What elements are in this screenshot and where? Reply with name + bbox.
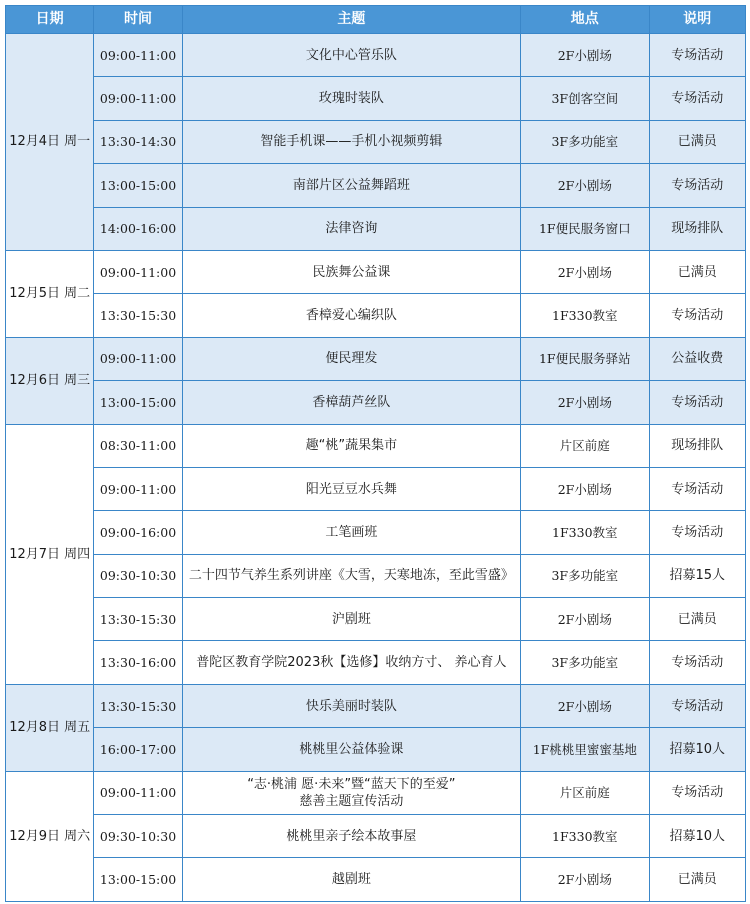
place-cell: 片区前庭 xyxy=(521,771,650,814)
note-cell: 已满员 xyxy=(649,858,745,901)
note-cell: 已满员 xyxy=(649,120,745,163)
topic-cell xyxy=(182,728,520,771)
note-cell: 已满员 xyxy=(649,250,745,293)
place-cell: 3F多功能室 xyxy=(521,641,650,684)
place-cell: 片区前庭 xyxy=(521,424,650,467)
note-cell: 现场排队 xyxy=(649,424,745,467)
table-row xyxy=(6,250,746,293)
table-row xyxy=(6,641,746,684)
time-cell: 09:00-16:00 xyxy=(94,511,182,554)
time-cell: 09:00-11:00 xyxy=(94,77,182,120)
topic-cell xyxy=(182,77,520,120)
topic-cell xyxy=(182,815,520,858)
place-cell: 2F小剧场 xyxy=(521,684,650,727)
topic-cell xyxy=(182,381,520,424)
topic-text: 智能手机课——手机小视频剪辑 xyxy=(260,134,443,150)
time-cell: 13:00-15:00 xyxy=(94,381,182,424)
place-cell: 3F多功能室 xyxy=(521,554,650,597)
time-cell: 13:30-15:30 xyxy=(94,294,182,337)
topic-cell xyxy=(182,34,520,77)
table-row xyxy=(6,467,746,510)
note-cell: 招募10人 xyxy=(649,728,745,771)
note-cell: 现场排队 xyxy=(649,207,745,250)
time-cell: 09:30-10:30 xyxy=(94,815,182,858)
table-row xyxy=(6,381,746,424)
table-row xyxy=(6,728,746,771)
topic-text: 快乐美丽时装队 xyxy=(305,698,397,714)
note-cell: 专场活动 xyxy=(649,467,745,510)
note-cell: 专场活动 xyxy=(649,294,745,337)
time-cell: 13:00-15:00 xyxy=(94,164,182,207)
topic-text: 香樟爱心编织队 xyxy=(305,308,397,324)
place-cell: 1F330教室 xyxy=(521,815,650,858)
table-row xyxy=(6,207,746,250)
table-row xyxy=(6,511,746,554)
date-cell: 12月9日 周六 xyxy=(6,771,94,901)
topic-text: 桃桃里公益体验课 xyxy=(299,741,404,757)
topic-cell xyxy=(182,598,520,641)
topic-text: 便民理发 xyxy=(325,351,378,367)
topic-text: 阳光豆豆水兵舞 xyxy=(305,481,397,497)
time-cell: 08:30-11:00 xyxy=(94,424,182,467)
header-time: 时间 xyxy=(94,6,182,34)
time-cell: 09:00-11:00 xyxy=(94,467,182,510)
table-row xyxy=(6,164,746,207)
note-cell: 专场活动 xyxy=(649,771,745,814)
time-cell: 13:30-16:00 xyxy=(94,641,182,684)
time-cell: 09:30-10:30 xyxy=(94,554,182,597)
topic-cell xyxy=(182,771,520,814)
note-cell: 专场活动 xyxy=(649,77,745,120)
topic-text: 文化中心管乐队 xyxy=(305,47,397,63)
topic-text: 趣“桃”蔬果集市 xyxy=(305,438,398,454)
date-cell: 12月5日 周二 xyxy=(6,250,94,337)
place-cell: 1F桃桃里蜜蜜基地 xyxy=(521,728,650,771)
table-row xyxy=(6,771,746,814)
topic-text: 桃桃里亲子绘本故事屋 xyxy=(286,828,417,844)
topic-cell xyxy=(182,467,520,510)
time-cell: 16:00-17:00 xyxy=(94,728,182,771)
time-cell: 13:30-14:30 xyxy=(94,120,182,163)
place-cell: 1F便民服务驿站 xyxy=(521,337,650,380)
header-row xyxy=(6,6,746,34)
topic-cell xyxy=(182,337,520,380)
note-cell: 专场活动 xyxy=(649,684,745,727)
time-cell: 09:00-11:00 xyxy=(94,771,182,814)
time-cell: 14:00-16:00 xyxy=(94,207,182,250)
schedule-body xyxy=(6,34,746,902)
place-cell: 2F小剧场 xyxy=(521,250,650,293)
time-cell: 09:00-11:00 xyxy=(94,250,182,293)
place-cell: 2F小剧场 xyxy=(521,164,650,207)
time-cell: 13:30-15:30 xyxy=(94,684,182,727)
note-cell: 专场活动 xyxy=(649,511,745,554)
place-cell: 2F小剧场 xyxy=(521,467,650,510)
time-cell: 09:00-11:00 xyxy=(94,337,182,380)
table-row xyxy=(6,120,746,163)
place-cell: 2F小剧场 xyxy=(521,381,650,424)
place-cell: 2F小剧场 xyxy=(521,858,650,901)
note-cell: 专场活动 xyxy=(649,34,745,77)
topic-cell xyxy=(182,424,520,467)
table-row xyxy=(6,598,746,641)
topic-cell xyxy=(182,120,520,163)
note-cell: 专场活动 xyxy=(649,381,745,424)
header-date: 日期 xyxy=(6,6,94,34)
time-cell: 13:00-15:00 xyxy=(94,858,182,901)
date-cell: 12月8日 周五 xyxy=(6,684,94,771)
table-row xyxy=(6,77,746,120)
topic-cell xyxy=(182,250,520,293)
table-row xyxy=(6,684,746,727)
place-cell: 3F多功能室 xyxy=(521,120,650,163)
table-row xyxy=(6,424,746,467)
topic-text: 沪剧班 xyxy=(331,611,371,627)
table-row xyxy=(6,337,746,380)
place-cell: 3F创客空间 xyxy=(521,77,650,120)
table-row xyxy=(6,34,746,77)
table-row xyxy=(6,294,746,337)
topic-cell xyxy=(182,294,520,337)
place-cell: 1F330教室 xyxy=(521,294,650,337)
note-cell: 招募15人 xyxy=(649,554,745,597)
note-cell: 专场活动 xyxy=(649,641,745,684)
note-cell: 招募10人 xyxy=(649,815,745,858)
schedule-table xyxy=(5,5,746,902)
topic-text: 工笔画班 xyxy=(325,524,378,540)
topic-text: 普陀区教育学院2023秋【选修】收纳方寸、 养心育人 xyxy=(196,655,507,671)
topic-text: 香樟葫芦丝队 xyxy=(312,394,391,410)
topic-text: 南部片区公益舞蹈班 xyxy=(292,177,410,193)
topic-cell xyxy=(182,684,520,727)
place-cell: 2F小剧场 xyxy=(521,34,650,77)
topic-cell xyxy=(182,207,520,250)
note-cell: 公益收费 xyxy=(649,337,745,380)
place-cell: 1F便民服务窗口 xyxy=(521,207,650,250)
date-cell: 12月4日 周一 xyxy=(6,34,94,251)
note-cell: 专场活动 xyxy=(649,164,745,207)
topic-cell xyxy=(182,641,520,684)
topic-cell xyxy=(182,164,520,207)
time-cell: 09:00-11:00 xyxy=(94,34,182,77)
topic-text-line2: 慈善主题宣传活动 xyxy=(299,793,404,809)
topic-cell xyxy=(182,511,520,554)
header-topic: 主题 xyxy=(182,6,520,34)
topic-text: 法律咨询 xyxy=(325,221,378,237)
topic-text: 越剧班 xyxy=(331,872,371,888)
place-cell: 2F小剧场 xyxy=(521,598,650,641)
topic-cell xyxy=(182,858,520,901)
topic-text: 民族舞公益课 xyxy=(312,264,391,280)
date-cell: 12月7日 周四 xyxy=(6,424,94,684)
table-row xyxy=(6,858,746,901)
note-cell: 已满员 xyxy=(649,598,745,641)
header-place: 地点 xyxy=(521,6,650,34)
header-note: 说明 xyxy=(649,6,745,34)
topic-text: 玫瑰时装队 xyxy=(318,91,384,107)
time-cell: 13:30-15:30 xyxy=(94,598,182,641)
topic-text: 二十四节气养生系列讲座《大雪，天寒地冻，至此雪盛》 xyxy=(188,568,514,584)
topic-cell xyxy=(182,554,520,597)
table-row xyxy=(6,554,746,597)
place-cell: 1F330教室 xyxy=(521,511,650,554)
table-row xyxy=(6,815,746,858)
date-cell: 12月6日 周三 xyxy=(6,337,94,424)
topic-text: “志·桃浦 愿·未来”暨“蓝天下的至爱” xyxy=(247,776,456,792)
